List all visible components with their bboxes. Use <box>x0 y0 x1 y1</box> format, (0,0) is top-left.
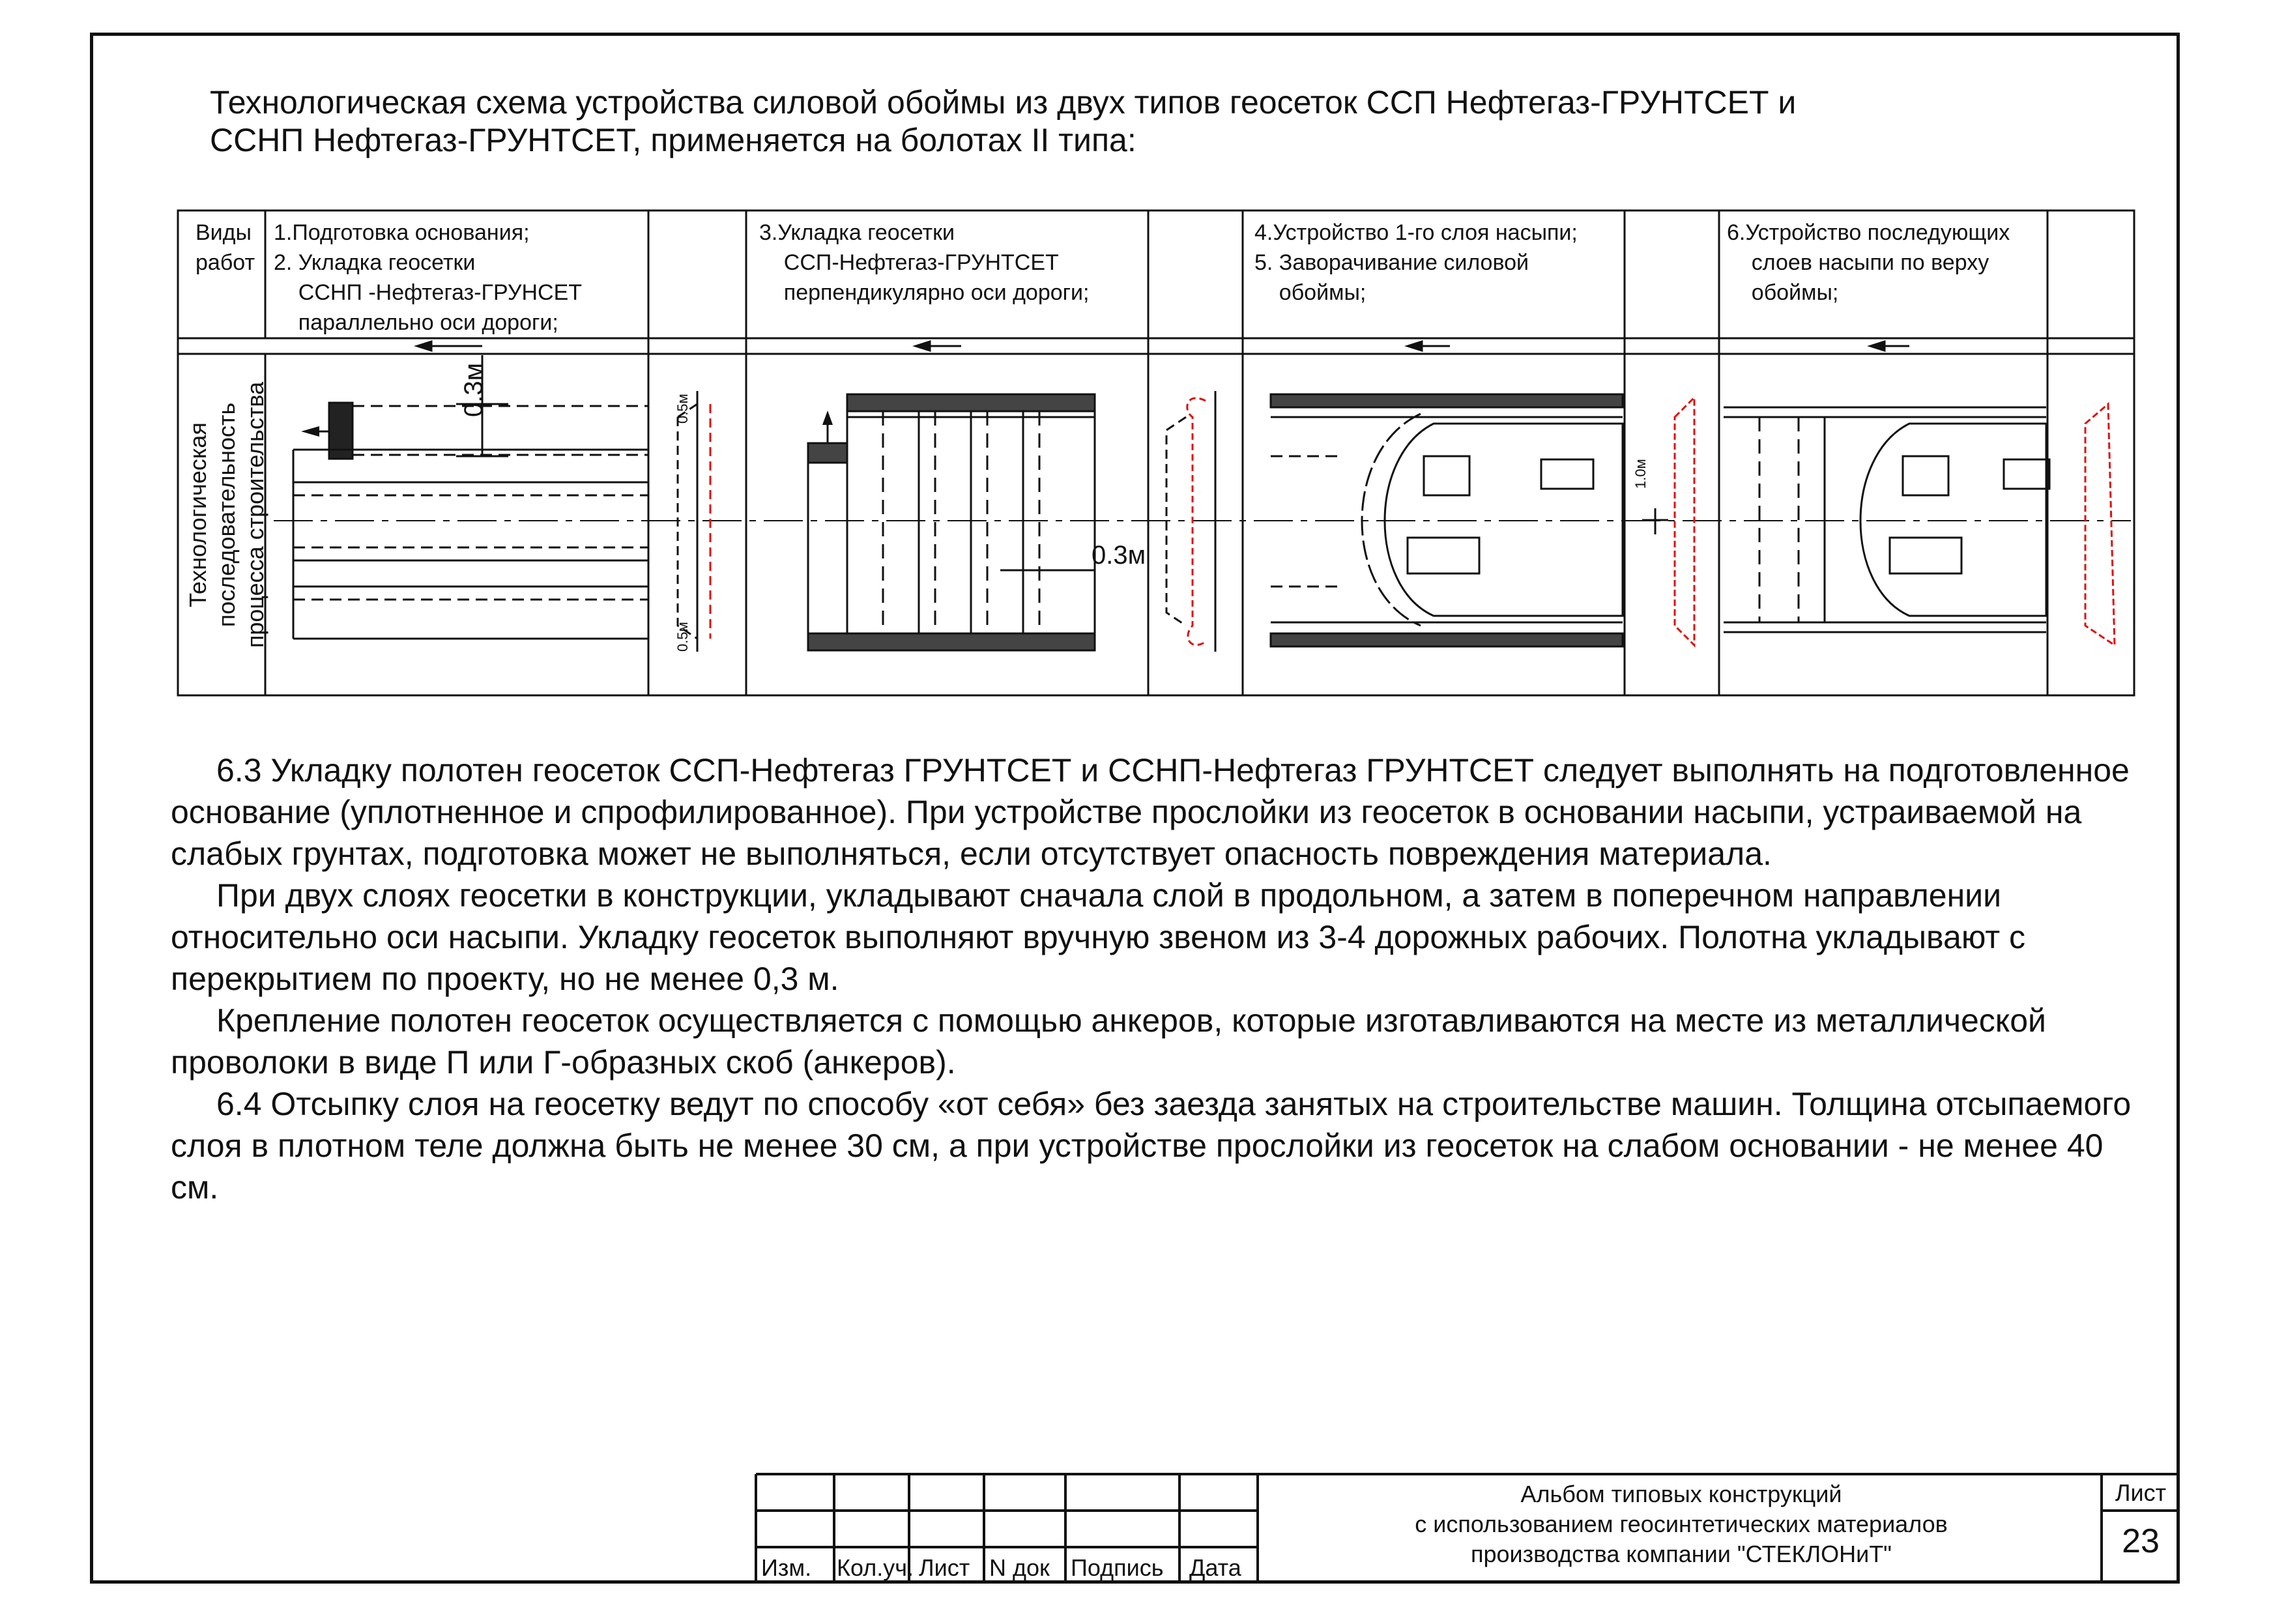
paragraph-two-layers: При двух слоях геосетки в конструкции, укладывают сначала слой в продольном, а затем в поперечном направлении относительно оси насыпи. Укладку геосеток выполняют вручную звеном из 3-4 дорожных рабочих. Полотна укладывают с перекрытием по проекту, но не менее 0,3 м. <box>171 877 2026 997</box>
dim-0-5-bottom: 0.5м <box>674 622 691 652</box>
paragraph-6-3: 6.3 Укладку полотен геосеток ССП-Нефтегаз ГРУНТСЕТ и ССНП-Нефтегаз ГРУНТСЕТ следует выполнять на подготовленное основание (уплотненное и спрофилированное). При устройстве прослойки из геосеток в основании насыпи, устраиваемой на слабых грунтах, подготовка может не выполняться, если отсутствует опасность повреждения материала. <box>171 752 2130 872</box>
paragraph-6-4: 6.4 Отсыпку слоя на геосетку ведут по способу «от себя» без заезда занятых на строительстве машин. Толщина отсыпаемого слоя в плотном теле должна быть не менее 30 см, а при устройстве прослойки из геосеток на слабом основании - не менее 40 см. <box>171 1086 2132 1206</box>
dim-0-5-top: 0.5м <box>674 394 691 424</box>
tb-col-data: Дата <box>1189 1554 1241 1581</box>
stage-3-title: 4.Устройство 1-го слоя насыпи; 5. Заворачивание силовой обоймы; <box>1254 220 1578 305</box>
paragraph-anchors: Крепление полотен геосеток осуществляется с помощью анкеров, которые изготавливаются на месте из металлической проволоки в виде П или Г-образных скоб (анкеров). <box>171 1002 2046 1080</box>
row-label-work-types: Виды работ <box>195 220 255 275</box>
dim-0-3-horizontal: 0.3м <box>1092 541 1146 570</box>
tb-col-list: Лист <box>919 1554 970 1581</box>
tb-document-name: Альбом типовых конструкций с использованием геосинтетических материалов производства компании "СТЕКЛОНиТ" <box>1415 1481 1948 1567</box>
row-label-sequence: Технологическая последовательность процесса строительства <box>184 381 268 648</box>
dim-1-0: 1.0м <box>1632 459 1649 489</box>
page-title: Технологическая схема устройства силовой обоймы из двух типов геосеток ССП Нефтегаз-ГРУНТСЕТ и ССНП Нефтегаз-ГРУНТСЕТ, применяется на болотах II типа: <box>210 84 1797 158</box>
tb-col-kol-uch: Кол.уч. <box>837 1554 914 1581</box>
tb-col-podpis: Подпись <box>1071 1554 1164 1581</box>
tb-sheet-number: 23 <box>2122 1522 2160 1560</box>
dim-0-3-vertical: 0.3м <box>459 362 488 417</box>
tb-col-izm: Изм. <box>761 1554 812 1581</box>
tb-sheet-label: Лист <box>2115 1479 2167 1506</box>
stage-2-title: 3.Укладка геосетки ССП-Нефтегаз-ГРУНТСЕТ перпендикулярно оси дороги; <box>759 220 1090 305</box>
stage-4-title: 6.Устройство последующих слоев насыпи по верху обоймы; <box>1727 220 2010 305</box>
tb-col-n-dok: N док <box>989 1554 1050 1581</box>
stage-1-title: 1.Подготовка основания; 2. Укладка геосетки ССНП -Нефтегаз-ГРУНСЕТ параллельно оси дороги; <box>274 220 583 335</box>
